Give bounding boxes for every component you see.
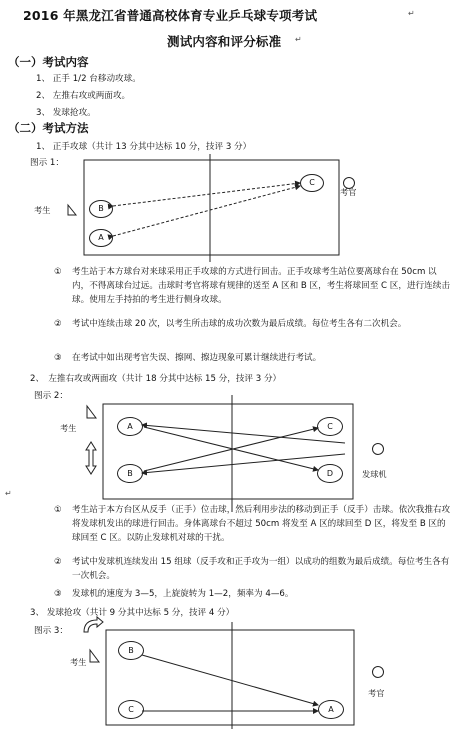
zone-circle: C xyxy=(300,174,324,192)
section1-item: 1、 正手 1/2 台移动攻球。 xyxy=(36,74,141,84)
pilcrow-mark: ↵ xyxy=(408,9,415,18)
pilcrow-mark: ↵ xyxy=(5,489,12,498)
note-number: ③ xyxy=(54,353,62,363)
part2-note: 考生站于本方台区从反手（正手）位击球，然后利用步法的移动到正手（反手）击球。依次我推右攻将发球机发出的球进行回击。身体离球台不超过 50cm 将发至 A 区的球回至 D 区，将发至 B 区的球回至 C 区。以防止发球机对球的干扰。 xyxy=(72,505,451,543)
part2-note: 发球机的速度为 3—5，上旋旋转为 1—2，频率为 4—6。 xyxy=(72,589,294,599)
part2-heading: 2、 左推右攻或两面攻（共计 18 分其中达标 15 分，技评 3 分） xyxy=(30,374,282,384)
figure2-label: 图示 2： xyxy=(34,391,68,401)
section1-item: 3、 发球抢攻。 xyxy=(36,108,96,118)
section1-heading: （一）考试内容 xyxy=(8,55,89,69)
examiner-label: 考官 xyxy=(340,187,357,197)
examinee-label: 考生 xyxy=(70,657,87,667)
note-number: ② xyxy=(54,557,62,567)
part1-note: 考试中连续击球 20 次，以考生所击球的成功次数为最后成绩。每位考生各有二次机会。 xyxy=(72,319,407,329)
zone-circle: A xyxy=(117,417,143,436)
note-number: ② xyxy=(54,319,62,329)
curved-arrow-icon xyxy=(84,617,103,632)
examiner-label: 考官 xyxy=(368,688,385,698)
pilcrow-mark: ↵ xyxy=(295,35,302,44)
note-number: ① xyxy=(54,505,62,515)
examinee-label: 考生 xyxy=(34,205,51,215)
examiner-icon xyxy=(373,667,384,678)
section2-heading: （二）考试方法 xyxy=(8,121,89,135)
part3-heading: 3、 发球抢攻（共计 9 分其中达标 5 分，技评 4 分） xyxy=(30,608,235,618)
note-number: ③ xyxy=(54,589,62,599)
note-number: ① xyxy=(54,267,62,277)
document-title-line1: 2016 年黑龙江省普通高校体育专业乒乓球专项考试 xyxy=(23,8,318,23)
examinee-label: 考生 xyxy=(60,423,77,433)
part2-note: 考试中发球机连续发出 15 组球（反手攻和正手攻为一组）以成功的组数为最后成绩。每位考生各有一次机会。 xyxy=(72,557,450,581)
zone-circle: B xyxy=(118,641,144,660)
part1-note: 在考试中如出现考官失误、擦网、擦边现象可累计继续进行考试。 xyxy=(72,353,322,363)
figure3-label: 图示 3： xyxy=(34,626,68,636)
figure1-label: 图示 1： xyxy=(30,158,64,168)
zone-circle: B xyxy=(117,464,143,483)
zone-circle: C xyxy=(317,417,343,436)
part1-heading: 1、 正手攻球（共计 13 分其中达标 10 分，技评 3 分） xyxy=(36,142,252,152)
document-title-line2: 测试内容和评分标准 xyxy=(167,34,282,49)
zone-circle: B xyxy=(89,200,113,218)
zone-circle: A xyxy=(89,229,113,247)
zone-circle: A xyxy=(318,700,344,719)
section1-item: 2、 左推右攻或两面攻。 xyxy=(36,91,131,101)
part1-note: 考生站于本方球台对来球采用正手攻球的方式进行回击。正手攻球考生站位要离球台在 50cm 以内，不得离球台过远。击球时考官将球有规律的送至 A 区和 B 区，考生将球回至 C 区，进行连续击球。使用左手持拍的考生进行侧身攻球。 xyxy=(72,267,450,305)
serving-machine-label: 发球机 xyxy=(362,469,387,479)
zone-circle: D xyxy=(317,464,343,483)
zone-circle: C xyxy=(118,700,144,719)
examinee-icon xyxy=(90,650,99,662)
